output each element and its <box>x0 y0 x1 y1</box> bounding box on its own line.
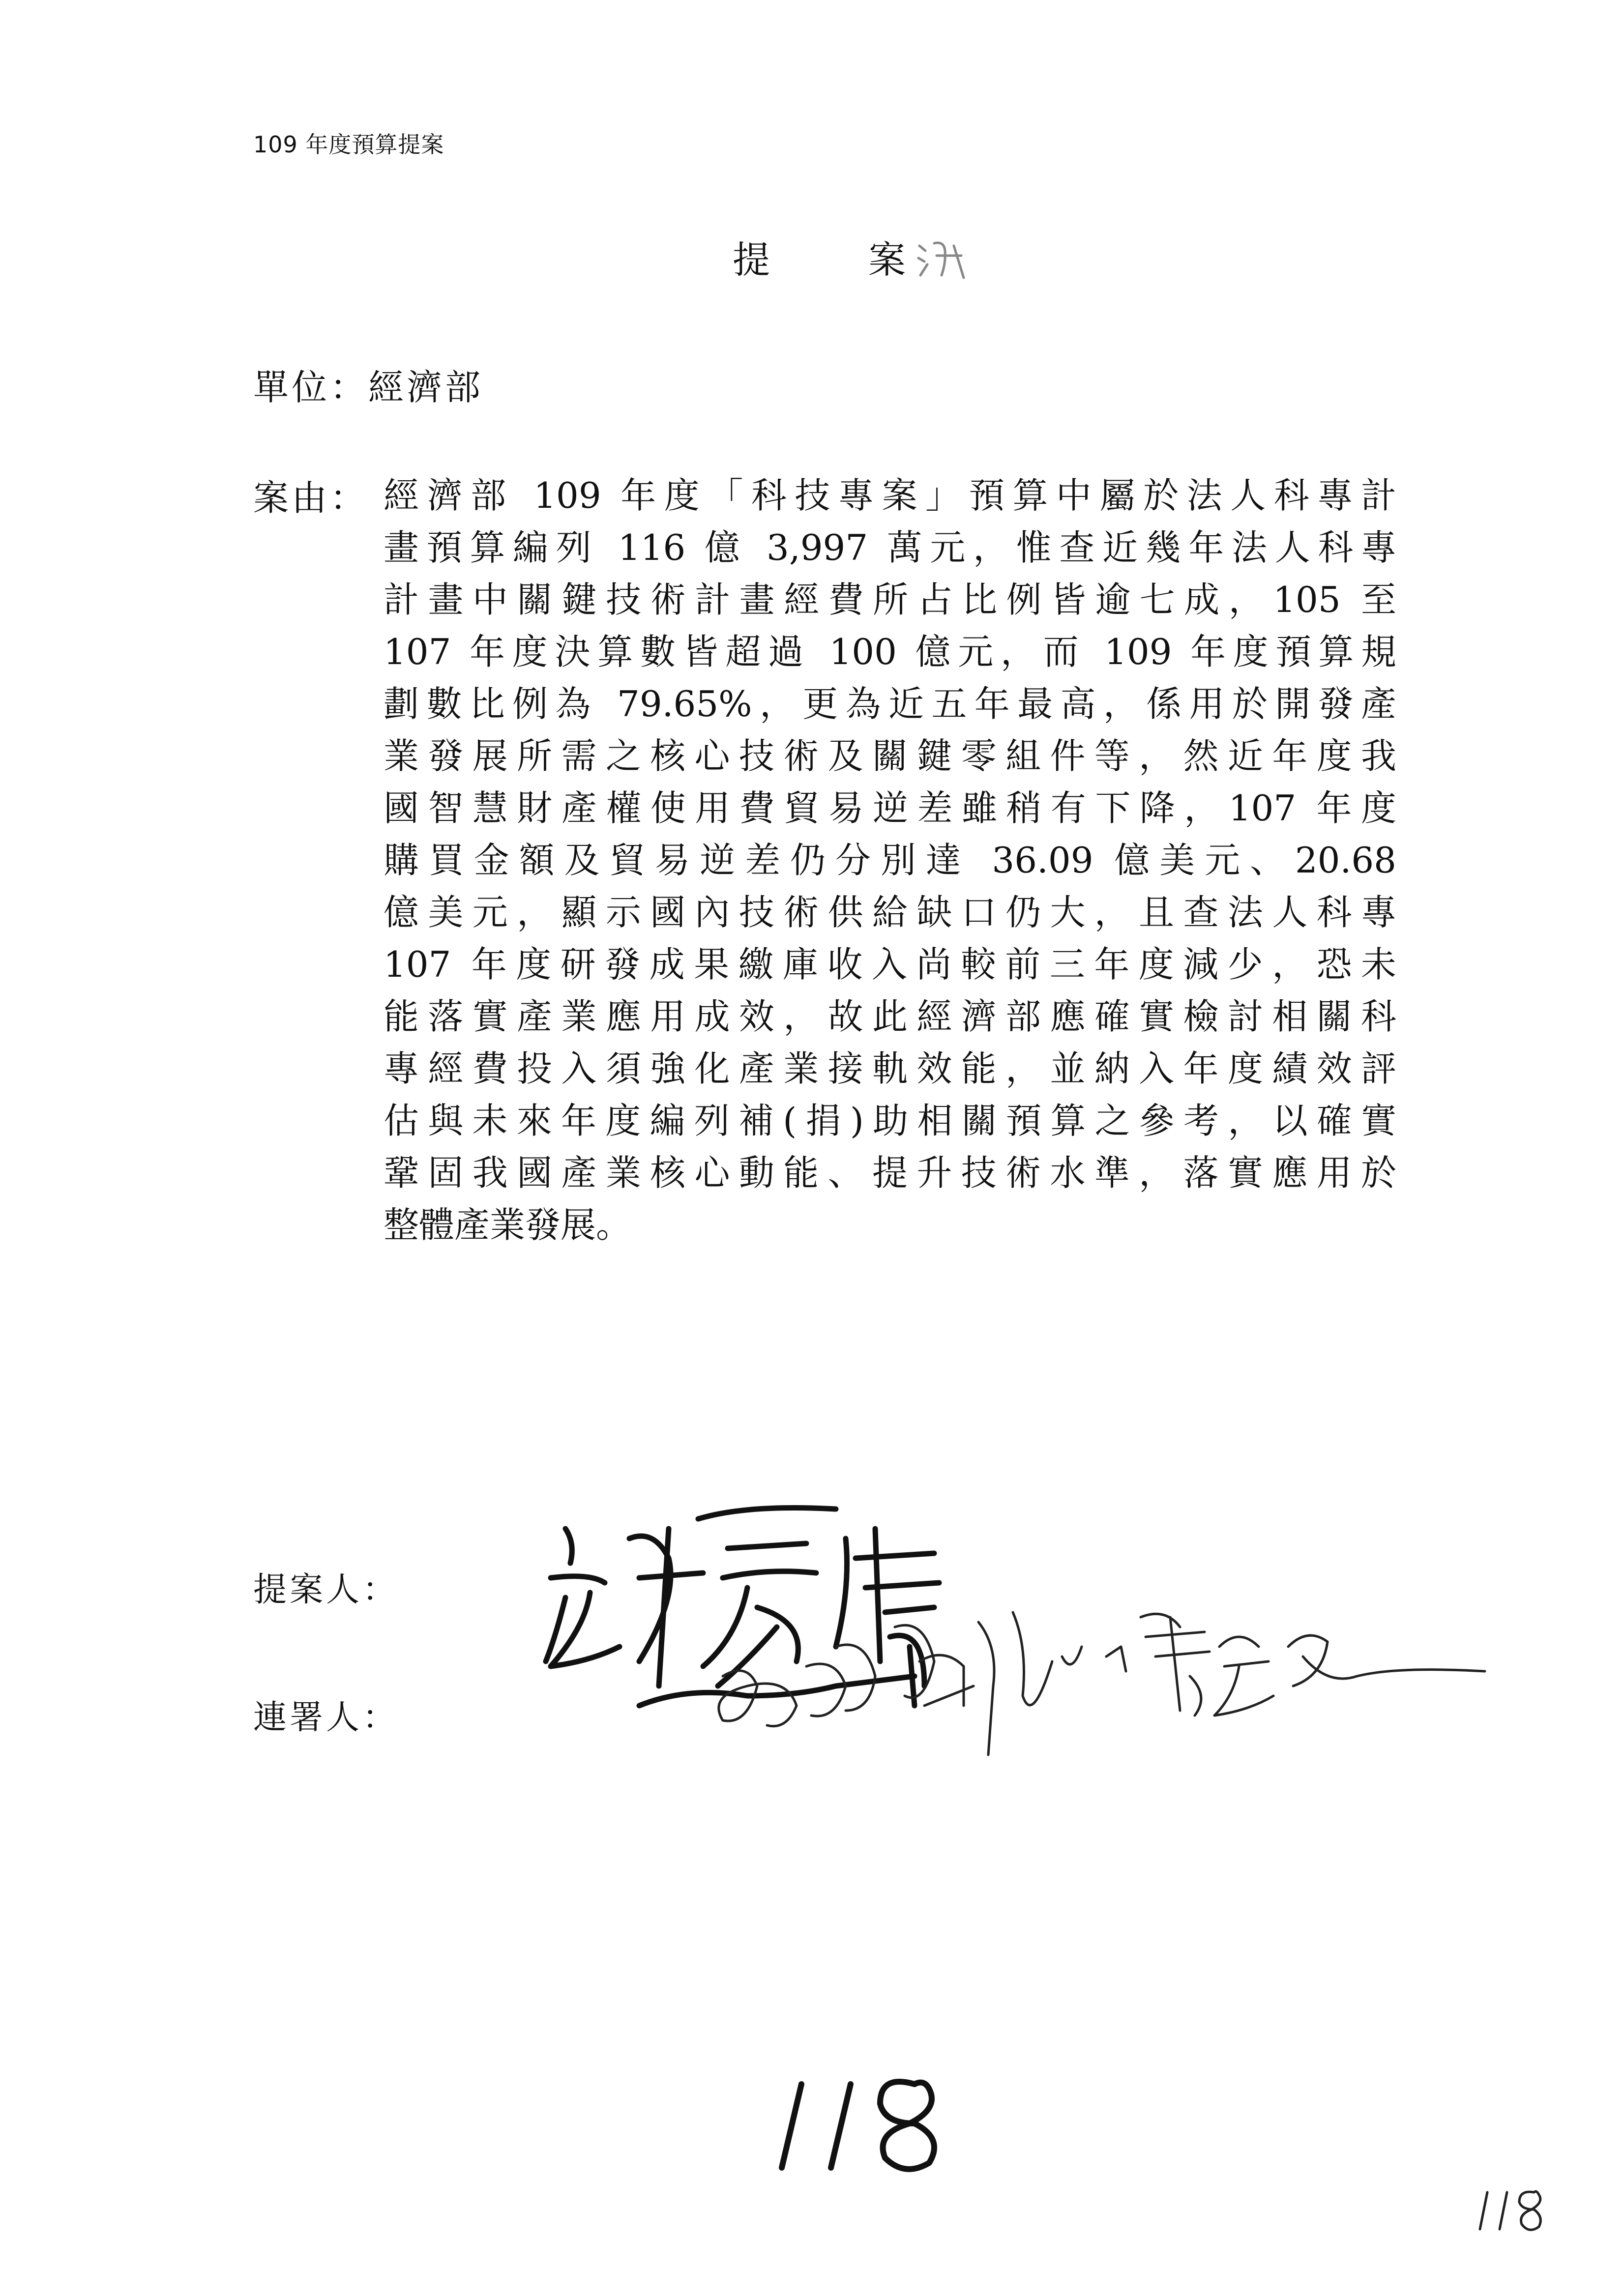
reason-line: 畫預算編列 116 億 3,997 萬元，惟查近幾年法人科專 <box>384 527 1396 568</box>
reason-line: 業發展所需之核心技術及關鍵零組件等，然近年度我 <box>384 735 1396 777</box>
reason-line: 購買金額及貿易逆差仍分別達 36.09 億美元、20.68 <box>384 840 1396 881</box>
document-title <box>733 230 906 284</box>
cosigner-signature <box>719 1612 1485 1755</box>
title-char-right: 案 <box>868 238 906 282</box>
unit-label: 單位： <box>253 367 369 408</box>
handwritten-page-number-small <box>1470 2182 1549 2237</box>
reason-line: 計畫中關鍵技術計畫經費所占比例皆逾七成，105 至 <box>384 579 1396 620</box>
handwritten-title-mark <box>915 236 969 280</box>
reason-line: 經濟部 109 年度「科技專案」預算中屬於法人科專計 <box>384 475 1396 516</box>
reason-label: 案由： <box>253 477 369 519</box>
unit-value: 經濟部 <box>368 367 484 408</box>
proposer-signature <box>546 1508 939 1706</box>
handwritten-signatures <box>492 1499 1573 1853</box>
reason-line: 估與未來年度編列補(捐)助相關預算之參考，以確實 <box>384 1100 1396 1141</box>
reason-line: 專經費投入須強化產業接軌效能，並納入年度績效評 <box>384 1048 1396 1089</box>
cosigner-label: 連署人： <box>253 1698 399 1737</box>
reason-line: 劃數比例為 79.65%，更為近五年最高，係用於開發產 <box>384 683 1396 725</box>
unit-row <box>253 359 483 410</box>
reason-line: 107 年度決算數皆超過 100 億元，而 109 年度預算規 <box>384 631 1396 672</box>
reason-line: 國智慧財產權使用費貿易逆差雖稍有下降，107 年度 <box>384 787 1396 829</box>
document-header-label: 109 年度預算提案 <box>253 131 444 158</box>
title-char-left: 提 <box>733 238 770 282</box>
reason-line: 鞏固我國產業核心動能、提升技術水準，落實應用於 <box>384 1152 1396 1193</box>
reason-line: 107 年度研發成果繳庫收入尚較前三年度減少，恐未 <box>384 944 1396 985</box>
reason-line: 能落實產業應用成效，故此經濟部應確實檢討相關科 <box>384 996 1396 1037</box>
reason-line: 億美元，顯示國內技術供給缺口仍大，且查法人科專 <box>384 892 1396 933</box>
reason-line: 整體產業發展。 <box>384 1204 632 1246</box>
reason-body <box>384 469 1396 1251</box>
proposer-label: 提案人： <box>253 1570 399 1609</box>
handwritten-page-number-large <box>767 2069 954 2178</box>
